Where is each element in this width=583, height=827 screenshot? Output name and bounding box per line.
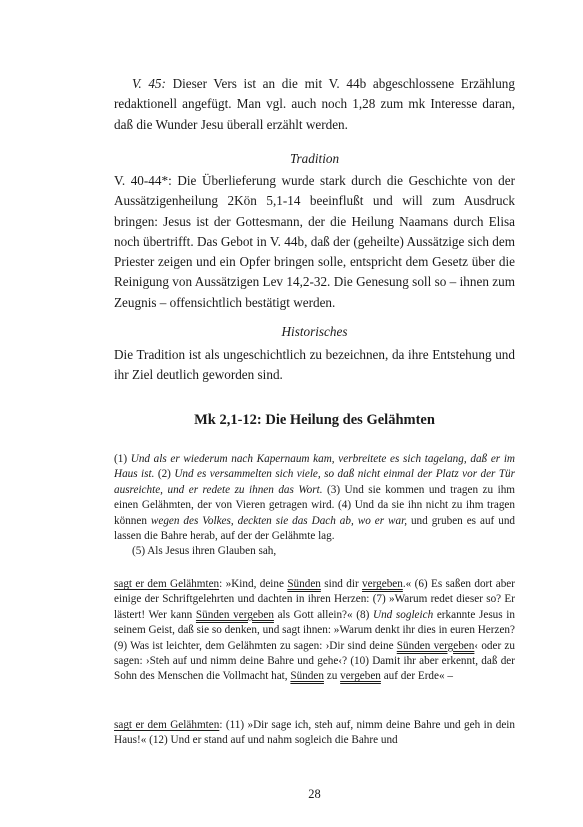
page-number: 28 <box>308 787 321 801</box>
regular-text: auf der Erde« – <box>380 670 453 683</box>
regular-text: .« (6) Es saßen dort aber einige der Schriftgelehrten und dachten in ihren Herzen: (7) »Warum redet dieser so? Er lästert! Wer kann <box>114 578 516 621</box>
regular-text: : »Kind, deine <box>219 578 288 590</box>
regular-text: sind dir <box>320 578 363 590</box>
verse-reference: V. 45: <box>132 76 166 91</box>
underlined-text: sagt er dem Gelähmten <box>114 719 220 731</box>
verse-number: (1) <box>114 453 131 465</box>
double-underlined-text: vergeben <box>340 670 381 683</box>
regular-text: : (11) »Dir sage ich, steh auf, nimm deine Bahre und geh in dein Haus!« (12) Und er stand auf und nahm sogleich die Bahre und <box>114 719 515 747</box>
regular-text: (3) Und sie kommen und tragen zu ihm einen Gelähmten, der von Vieren getragen wird. (4) Und da sie ihn nicht zu ihm tragen können <box>114 483 515 527</box>
paragraph-historisches: Die Tradition ist als ungeschichtlich zu bezeichnen, da ihre Entstehung und ihr Ziel deutlich geworden sind. <box>114 347 515 383</box>
text-layer-1 <box>114 452 515 560</box>
paragraph-v45 <box>114 74 515 135</box>
italic-text: Und sogleich <box>372 608 434 621</box>
paragraph-text: Dieser Vers ist an die mit V. 44b abgeschlossene Erzählung redaktionell angefügt. Man vgl. auch noch 1,28 zum mk Interesse daran, daß die Wunder Jesu überall erzählt werden. <box>114 76 515 132</box>
regular-text: und gruben es auf und lassen die Bahre herab, auf der der Gelähmte lag. <box>114 514 516 543</box>
verse-5-line: (5) Als Jesus ihren Glauben sah, <box>132 545 277 558</box>
text-layer-3 <box>114 718 515 749</box>
section-title: Mk 2,1-12: Die Heilung des Gelähmten <box>194 412 435 428</box>
subheading-historisches: Historisches <box>281 324 348 339</box>
double-underlined-text: vergeben <box>362 578 403 590</box>
italic-text: wegen des Volkes, deckten sie das Dach ab, wo er war, <box>150 514 407 527</box>
regular-text: zu <box>323 670 341 683</box>
double-underlined-text: Sünden <box>290 670 324 683</box>
double-underlined-text: Sünden vergeben <box>396 639 475 652</box>
italic-text: Und als er wiederum nach Kapernaum kam, verbreitete es sich tagelang, daß er im Haus ist. <box>114 453 516 481</box>
regular-text: als Gott allein?« (8) <box>273 608 373 621</box>
double-underlined-text: Sünden <box>287 578 321 590</box>
double-underlined-text: Sünden vergeben <box>195 608 274 621</box>
regular-text: ‹ oder zu sagen: ›Steh auf und nimm deine Bahre und gehe‹? (10) Damit ihr aber erkennt, daß der Sohn des Menschen die Vollmacht hat, <box>114 639 515 683</box>
verse-number: (2) <box>154 468 175 481</box>
underlined-text: sagt er dem Gelähmten <box>114 578 220 590</box>
regular-text: erkannte Jesus in seinem Geist, daß sie so denken, und sagt ihnen: »Warum denkt ihr dies in euren Herzen? (9) Was ist leichter, dem Gelähmten zu sagen: ›Dir sind deine <box>114 608 515 652</box>
text-layer-2 <box>114 577 515 685</box>
italic-text: Und es versammelten sich viele, so daß nicht einmal der Platz vor der Tür ausreichte, und er redete zu ihnen das Wort. <box>114 468 515 496</box>
subheading-tradition: Tradition <box>289 151 340 166</box>
paragraph-tradition: V. 40-44*: Die Überlieferung wurde stark durch die Geschichte von der Aussätzigenheilung 2Kön 5,1-14 beeinflußt und will zum Ausdruck bringen: Jesus ist der Gottesmann, der die Heilung Naamans durch Elisa noch übertrifft. Das Gebot in V. 44b, daß der (geheilte) Aussätzige sich dem Priester zeigen und ein Opfer bringen solle, entspricht dem Gesetz über die Reinigung von Aussätzigen Lev 14,2-32. Die Genesung soll so – ihnen zum Zeugnis – offensichtlich bestätigt werden. <box>114 173 515 310</box>
